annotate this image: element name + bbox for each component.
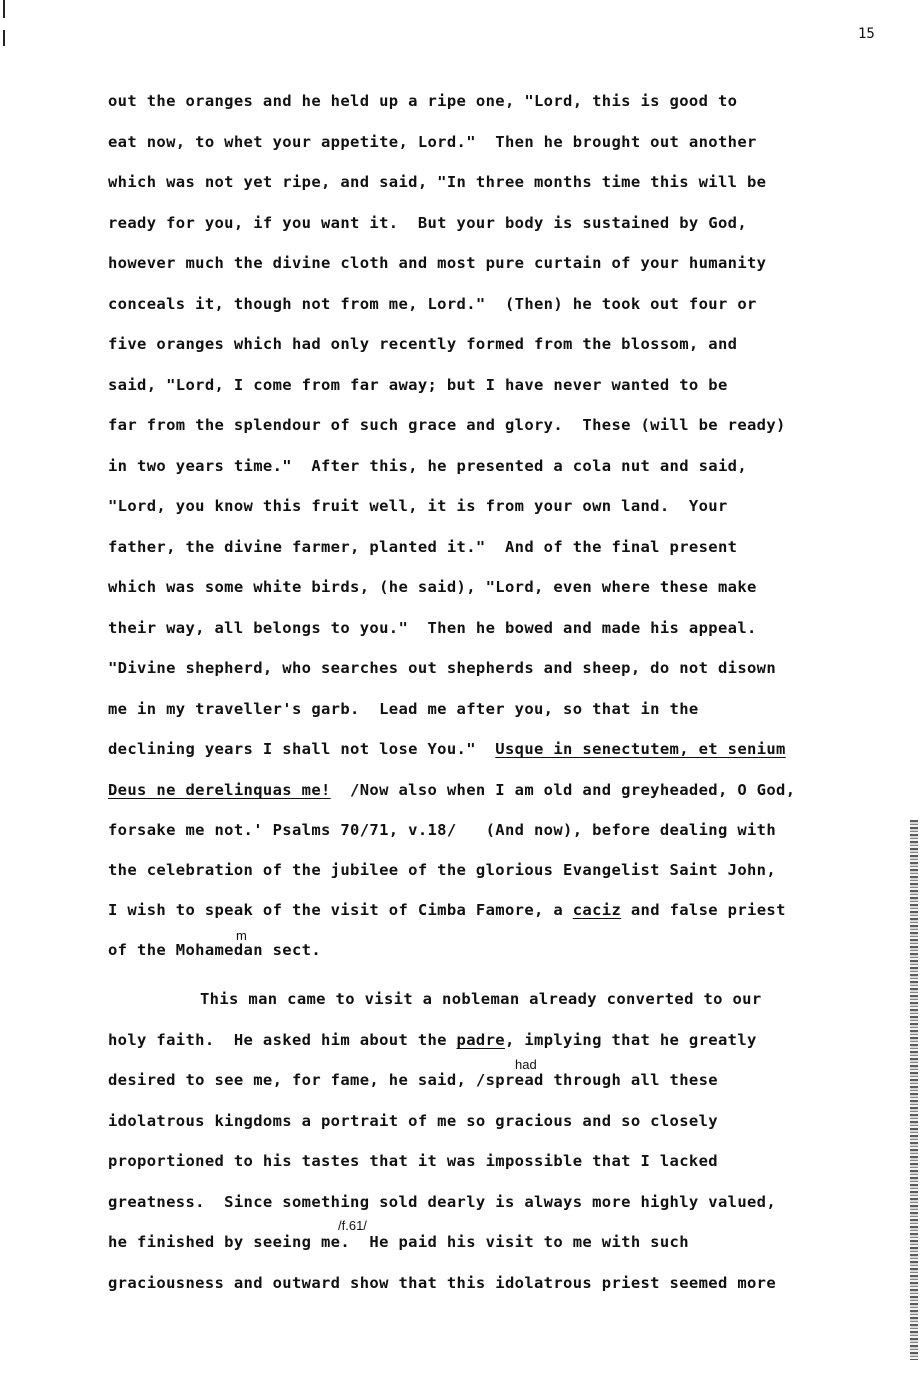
text-line: greatness. Since something sold dearly is always more highly valued, (108, 1193, 777, 1211)
text-line: eat now, to whet your appetite, Lord." Then he brought out another (108, 133, 757, 151)
text-line: which was some white birds, (he said), "Lord, even where these make (108, 578, 757, 596)
text-line: out the oranges and he held up a ripe one, "Lord, this is good to (108, 92, 738, 110)
text-span: , implying that he greatly (504, 1031, 757, 1049)
text-line (108, 740, 786, 758)
text-span: and false priest (621, 901, 786, 919)
text-line: "Divine shepherd, who searches out shepherds and sheep, do not disown (108, 659, 777, 677)
text-line: the celebration of the jubilee of the glorious Evangelist Saint John, (108, 861, 777, 879)
text-line: far from the splendour of such grace and glory. These (will be ready) (108, 416, 786, 434)
right-edge-scan-noise (910, 820, 918, 1360)
text-line (108, 901, 786, 919)
padre-term: padre (456, 1031, 505, 1049)
text-line: forsake me not.' Psalms 70/71, v.18/ (And now), before dealing with (108, 821, 777, 839)
text-line: me in my traveller's garb. Lead me after you, so that in the (108, 700, 699, 718)
left-edge-mark (3, 30, 5, 46)
latin-quote: Usque in senectutem, et senium (495, 740, 786, 758)
left-edge-mark (3, 0, 5, 18)
text-span: declining years I shall not lose You." (108, 740, 496, 758)
text-line: however much the divine cloth and most pure curtain of your humanity (108, 254, 767, 272)
page-number: 15 (858, 26, 875, 42)
text-line: their way, all belongs to you." Then he bowed and made his appeal. (108, 619, 757, 637)
text-span: /Now also when I am old and greyheaded, O God, (330, 781, 796, 799)
handwritten-annotation: had (515, 1057, 537, 1072)
text-line: proportioned to his tastes that it was impossible that I lacked (108, 1152, 718, 1170)
text-span: I wish to speak of the visit of Cimba Famore, a (108, 901, 573, 919)
text-line: idolatrous kingdoms a portrait of me so gracious and so closely (108, 1112, 718, 1130)
handwritten-annotation: /f.61/ (338, 1218, 367, 1233)
text-line: desired to see me, for fame, he said, /spread through all these (108, 1071, 718, 1089)
text-line: This man came to visit a nobleman already converted to our (200, 990, 762, 1008)
text-line (108, 1031, 757, 1049)
latin-quote: Deus ne derelinquas me! (108, 781, 331, 799)
handwritten-annotation: m (236, 928, 247, 943)
text-line: said, "Lord, I come from far away; but I have never wanted to be (108, 376, 728, 394)
text-line: which was not yet ripe, and said, "In three months time this will be (108, 173, 767, 191)
text-line: father, the divine farmer, planted it." And of the final present (108, 538, 738, 556)
text-line: conceals it, though not from me, Lord." (Then) he took out four or (108, 295, 757, 313)
text-line: he finished by seeing me. He paid his visit to me with such (108, 1233, 689, 1251)
text-line: graciousness and outward show that this idolatrous priest seemed more (108, 1274, 777, 1292)
text-line: five oranges which had only recently formed from the blossom, and (108, 335, 738, 353)
text-line: in two years time." After this, he presented a cola nut and said, (108, 457, 747, 475)
text-line: "Lord, you know this fruit well, it is from your own land. Your (108, 497, 728, 515)
text-line (108, 781, 795, 799)
text-span: holy faith. He asked him about the (108, 1031, 457, 1049)
text-line: of the Mohamedan sect. (108, 941, 321, 959)
text-line: ready for you, if you want it. But your body is sustained by God, (108, 214, 747, 232)
caciz-term: caciz (572, 901, 622, 919)
